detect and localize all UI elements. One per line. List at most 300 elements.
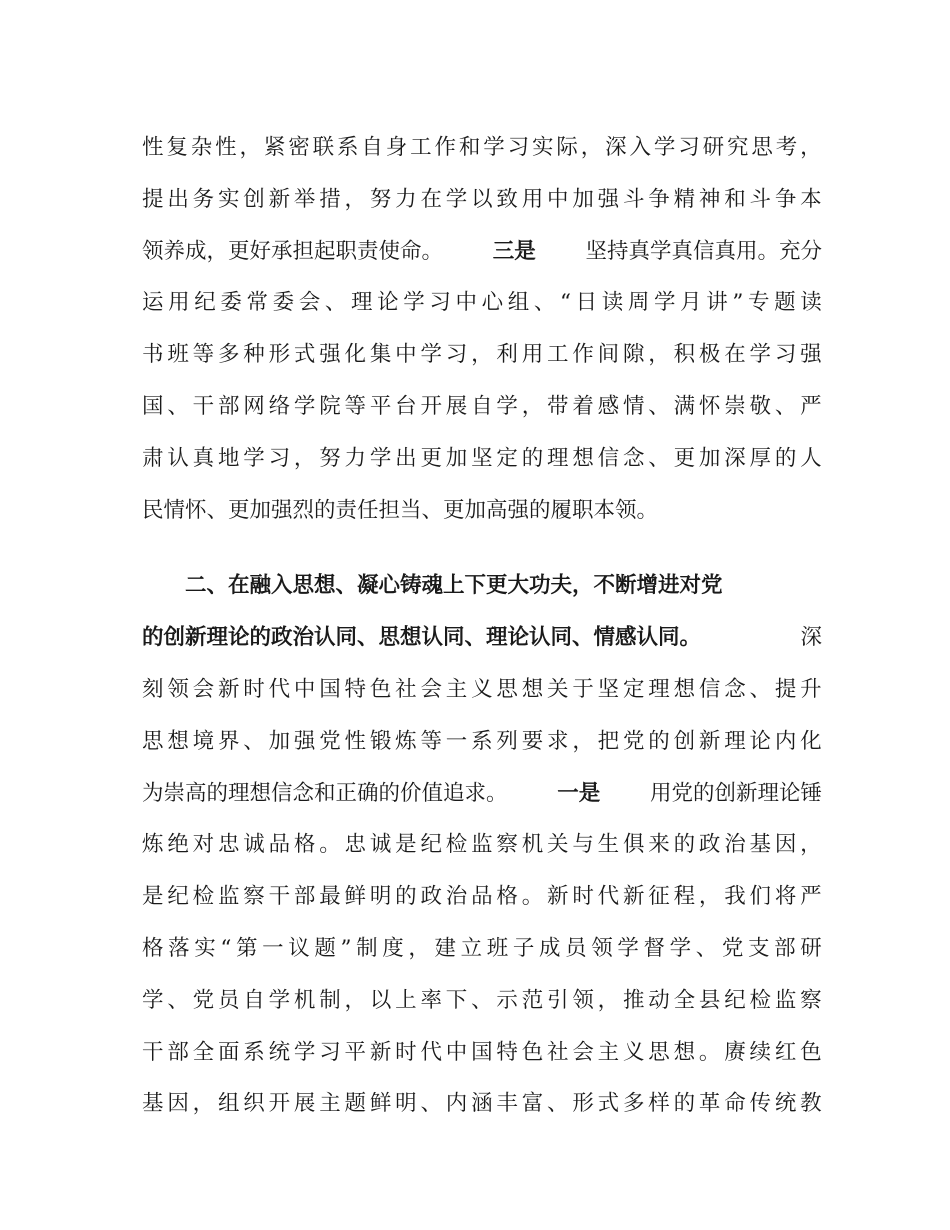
text-char: 干 [142, 1039, 164, 1065]
text-char: 讲 [706, 290, 728, 316]
text-char: 监 [774, 987, 797, 1013]
text-char: 成 [538, 935, 561, 961]
text-char: 加 [698, 445, 721, 471]
text-char: 理 [547, 445, 569, 471]
text-char: 度 [382, 935, 404, 961]
text-char: 怀 [698, 393, 721, 419]
text-line [142, 716, 822, 768]
text-char: 特 [344, 676, 367, 702]
text-char: 、 [774, 393, 797, 419]
text-char: 月 [680, 290, 702, 316]
text-char: 上 [395, 987, 417, 1013]
text-char: 学 [496, 393, 518, 419]
text-char: 加 [572, 186, 594, 212]
text-char: 、 [243, 728, 265, 754]
text-char: 思 [648, 1039, 670, 1065]
text-char: 中 [445, 1039, 468, 1065]
text-char: 征 [648, 884, 670, 910]
text-char: 色 [369, 676, 392, 702]
text-char: 论 [377, 290, 399, 316]
text-char: 班 [486, 935, 509, 961]
text-char: 的 [648, 728, 670, 754]
text-char: 学 [420, 342, 442, 368]
text-char: 平 [369, 393, 392, 419]
text-char: 的 [673, 1091, 696, 1117]
text-char: 信 [698, 676, 721, 702]
text-char: 炼 [395, 728, 417, 754]
text-char: 用 [521, 342, 544, 368]
text-char: 干 [268, 884, 291, 910]
text-char: 自 [361, 135, 383, 160]
text-char: 纪 [420, 832, 442, 858]
text-char: 们 [749, 884, 772, 910]
text-char: 代 [597, 884, 620, 910]
text-char: 习 [445, 342, 468, 368]
text-char: 督 [643, 935, 665, 961]
text-char: 明 [395, 1091, 417, 1117]
text-char: 格 [142, 935, 164, 961]
text-char: 全 [192, 1039, 215, 1065]
text-line [142, 329, 822, 381]
text-char: 新 [217, 676, 240, 702]
text-char: 机 [293, 987, 316, 1013]
text-char: 肃 [142, 445, 164, 471]
text-char: 学 [749, 342, 772, 368]
text-segment: 坚持真学真信真用。充分 [585, 238, 822, 264]
text-char: 题 [774, 290, 796, 316]
text-char: 读 [800, 290, 822, 316]
text-char: 力 [395, 186, 417, 212]
bold-marker: 三是 [492, 238, 536, 264]
text-char: 格 [496, 884, 518, 910]
text-char: 机 [521, 832, 544, 858]
text-char: 运 [142, 290, 164, 316]
text-char: 范 [521, 987, 544, 1013]
text-char: 新 [268, 186, 291, 212]
text-char: 。 [319, 832, 341, 858]
text-char: 台 [395, 393, 417, 419]
text-char: ， [239, 135, 262, 160]
section-heading: 的创新理论的政治认同、思想认同、理论认同、情感认同。 [142, 625, 702, 651]
text-char: 于 [572, 676, 594, 702]
text-char: 忠 [344, 832, 367, 858]
text-char: 会 [298, 290, 321, 316]
text-char: 刻 [142, 676, 164, 702]
text-char: 系 [243, 1039, 265, 1065]
text-char: 创 [243, 186, 265, 212]
text-char: 念 [724, 676, 746, 702]
text-char: 织 [243, 1091, 265, 1117]
text-char: 鲜 [369, 1091, 392, 1117]
text-char: ” [340, 935, 352, 961]
text-char: 利 [496, 342, 518, 368]
text-char: 本 [800, 186, 822, 212]
document-body [142, 122, 822, 1130]
text-char: “ [560, 290, 571, 316]
text-char: 炼 [142, 832, 164, 858]
text-char: 义 [622, 1039, 645, 1065]
text-char: 努 [369, 186, 392, 212]
text-char: 作 [572, 342, 594, 368]
section-heading: 二、在融入思想、凝心铸魂上下更大功夫，不断增进对党 [185, 573, 723, 599]
text-char: 常 [246, 290, 269, 316]
text-line [142, 664, 822, 716]
text-char: 关 [547, 676, 569, 702]
text-char: 委 [220, 290, 242, 316]
text-char: 极 [698, 342, 721, 368]
text-char: 境 [192, 728, 215, 754]
text-char: 提 [142, 186, 164, 212]
text-char: 一 [445, 728, 468, 754]
text-char: 关 [547, 832, 569, 858]
text-char: ， [408, 935, 430, 961]
text-char: 精 [673, 186, 696, 212]
text-char: 品 [471, 884, 493, 910]
text-char: 举 [293, 186, 316, 212]
text-line [142, 871, 822, 923]
text-char: 的 [774, 445, 797, 471]
text-char: 种 [243, 342, 265, 368]
text-line [142, 1078, 822, 1130]
text-char: 把 [597, 728, 620, 754]
text-char: 察 [800, 987, 822, 1013]
text-char: 委 [272, 290, 295, 316]
text-char: 化 [800, 728, 822, 754]
text-char: 续 [749, 1039, 772, 1065]
text-char: “ [220, 935, 232, 961]
text-char: 理 [351, 290, 373, 316]
text-char: ， [648, 342, 670, 368]
text-char: ， [572, 728, 594, 754]
text-char: 理 [724, 728, 746, 754]
text-segment: 民情怀、更加强烈的责任担当、更加高强的履职本领。 [142, 497, 659, 523]
text-char: 周 [627, 290, 650, 316]
text-char: 率 [420, 987, 442, 1013]
text-char: 性 [344, 728, 367, 754]
text-char: 鲜 [344, 884, 367, 910]
text-char: 学 [617, 935, 639, 961]
text-char: 络 [268, 393, 291, 419]
text-char: 复 [166, 135, 188, 160]
text-char: 集 [369, 342, 392, 368]
text-char: 监 [217, 884, 240, 910]
text-char: 定 [622, 676, 645, 702]
text-char: 敬 [749, 393, 772, 419]
text-char: ， [800, 832, 822, 858]
text-char: 学 [403, 290, 425, 316]
text-char: 化 [344, 342, 367, 368]
text-segment: 领养成，更好承担起职责使命。 [142, 238, 444, 264]
text-char: 措 [319, 186, 341, 212]
section-heading-line [142, 560, 822, 612]
text-char: 样 [648, 1091, 670, 1117]
text-char: 研 [702, 135, 725, 160]
text-char: 、 [167, 393, 189, 419]
text-char: 政 [698, 832, 721, 858]
text-char: 县 [698, 987, 721, 1013]
text-char: 组 [217, 1091, 240, 1117]
text-char: 班 [167, 342, 189, 368]
text-char: 绝 [167, 832, 189, 858]
text-char: 系 [337, 135, 359, 160]
text-char: 形 [268, 342, 291, 368]
text-char: 加 [268, 728, 291, 754]
text-char: 领 [591, 935, 613, 961]
indent [142, 560, 185, 612]
text-char: 富 [521, 1091, 544, 1117]
text-char: 论 [749, 728, 772, 754]
text-char: 等 [344, 393, 367, 419]
text-char: 会 [192, 676, 215, 702]
text-char: 学 [293, 393, 316, 419]
text-char: 思 [751, 135, 773, 160]
text-char: 制 [356, 935, 378, 961]
text-char: 议 [288, 935, 310, 961]
text-char: 丰 [496, 1091, 518, 1117]
text-char: 中 [293, 676, 316, 702]
text-char: 习 [507, 135, 530, 160]
text-char: 对 [192, 832, 215, 858]
text-char: 务 [192, 186, 215, 212]
text-char: 厚 [749, 445, 772, 471]
text-char: 、 [324, 290, 347, 316]
text-char: 斗 [749, 186, 772, 212]
text-char: 密 [288, 135, 310, 160]
text-char: 、 [167, 987, 189, 1013]
text-char: 和 [458, 135, 481, 160]
text-char: 主 [445, 676, 468, 702]
text-char: 、 [695, 935, 718, 961]
text-line [142, 122, 822, 174]
text-char: 学 [293, 1039, 316, 1065]
text-char: 要 [521, 728, 544, 754]
text-char: 院 [319, 393, 341, 419]
text-char: 专 [747, 290, 770, 316]
text-char: 会 [420, 676, 442, 702]
text-char: 强 [293, 728, 316, 754]
text-char: 学 [243, 445, 265, 471]
text-char: 统 [268, 1039, 291, 1065]
text-char: 争 [648, 186, 670, 212]
text-char: 、 [471, 987, 493, 1013]
text-char: 日 [575, 290, 598, 316]
text-char: 努 [319, 445, 341, 471]
text-char: 题 [344, 1091, 367, 1117]
text-char: 工 [547, 342, 569, 368]
text-char: 国 [319, 676, 341, 702]
text-char: 时 [395, 1039, 417, 1065]
text-char: 实 [217, 186, 240, 212]
text-char: 展 [445, 393, 468, 419]
text-char: 是 [142, 884, 164, 910]
text-char: 多 [622, 1091, 645, 1117]
text-char: 时 [572, 884, 594, 910]
text-char: 式 [293, 342, 316, 368]
text-char: 员 [217, 987, 240, 1013]
text-char: 坚 [597, 676, 620, 702]
text-char: 俱 [622, 832, 645, 858]
text-char: 地 [217, 445, 240, 471]
text-char: 性 [215, 135, 237, 160]
text-char: 纪 [724, 987, 746, 1013]
text-char: 带 [547, 393, 569, 419]
text-char: 入 [629, 135, 652, 160]
text-char: 生 [597, 832, 620, 858]
text-char: 代 [268, 676, 291, 702]
text-char: 传 [749, 1091, 772, 1117]
text-char: 强 [800, 342, 822, 368]
text-char: 想 [673, 1039, 696, 1065]
text-line [142, 1027, 822, 1079]
text-line [142, 174, 822, 226]
text-char: 支 [747, 935, 770, 961]
text-char: 是 [395, 832, 417, 858]
text-char: 我 [724, 884, 746, 910]
text-char: 新 [622, 884, 645, 910]
text-char: 品 [268, 832, 291, 858]
text-char: 第 [235, 935, 258, 961]
text-char: 时 [243, 676, 265, 702]
text-char: 内 [774, 728, 797, 754]
text-char: 以 [471, 186, 493, 212]
text-char: 党 [622, 728, 645, 754]
text-char: 诚 [369, 832, 392, 858]
text-char: 争 [774, 186, 797, 212]
text-char: 习 [429, 290, 451, 316]
text-char: 因 [774, 832, 797, 858]
text-char: 纪 [167, 884, 189, 910]
text-char: 界 [217, 728, 240, 754]
text-char: 等 [420, 728, 442, 754]
text-char: 监 [471, 832, 493, 858]
text-char: 和 [724, 186, 746, 212]
text-char: 斗 [622, 186, 645, 212]
text-char: 严 [800, 884, 822, 910]
text-char: 满 [673, 393, 696, 419]
text-char: 领 [572, 987, 594, 1013]
text-char: 多 [217, 342, 240, 368]
text-char: 习 [678, 135, 700, 160]
text-char: 检 [749, 987, 772, 1013]
text-char: ， [344, 186, 367, 212]
text-char: 考 [775, 135, 798, 160]
text-char: 想 [673, 676, 696, 702]
text-char: 思 [496, 676, 518, 702]
text-char: 的 [673, 832, 696, 858]
text-char: 命 [724, 1091, 746, 1117]
text-char: 立 [460, 935, 483, 961]
text-char: 读 [601, 290, 624, 316]
text-char: 题 [314, 935, 336, 961]
text-char: 平 [344, 1039, 367, 1065]
text-char: ， [521, 393, 544, 419]
text-char: 心 [481, 290, 504, 316]
text-char: 色 [800, 1039, 822, 1065]
text-char: 出 [167, 186, 189, 212]
text-char: 引 [547, 987, 569, 1013]
text-char: 领 [167, 676, 189, 702]
section-heading-line [142, 612, 822, 664]
text-char: 党 [721, 935, 744, 961]
text-line [142, 819, 822, 871]
text-char: 、 [648, 393, 670, 419]
text-char: 更 [420, 445, 442, 471]
text-char: 社 [395, 676, 417, 702]
text-char: 察 [496, 832, 518, 858]
text-char: ， [344, 987, 367, 1013]
text-char: 一 [262, 935, 284, 961]
text-char: 红 [774, 1039, 797, 1065]
text-char: 等 [192, 342, 215, 368]
text-char: 干 [192, 393, 215, 419]
text-char: 员 [565, 935, 587, 961]
text-line-with-marker [142, 768, 822, 820]
text-char: 学 [653, 290, 676, 316]
text-char: 以 [369, 987, 392, 1013]
text-char: ， [698, 884, 721, 910]
text-char: 展 [293, 1091, 316, 1117]
text-char: 。 [698, 1039, 721, 1065]
text-char: 政 [420, 884, 442, 910]
text-char: 实 [194, 935, 216, 961]
text-char: 作 [434, 135, 457, 160]
text-char: 制 [319, 987, 341, 1013]
text-char: 下 [445, 987, 468, 1013]
text-char: 实 [532, 135, 554, 160]
text-char: ” [732, 290, 744, 316]
text-char: 义 [471, 676, 493, 702]
text-char: 性 [142, 135, 164, 160]
text-char: ， [597, 987, 620, 1013]
text-char: 部 [293, 884, 316, 910]
text-char: 学 [445, 186, 468, 212]
text-segment: 深 [800, 625, 822, 651]
text-char: 推 [622, 987, 645, 1013]
text-char: 习 [319, 1039, 341, 1065]
text-line [142, 381, 822, 433]
text-segment: 为崇高的理想信念和正确的价值追求。 [142, 780, 508, 806]
text-char: 代 [420, 1039, 442, 1065]
text-char: 全 [673, 987, 696, 1013]
text-char: 党 [192, 987, 215, 1013]
text-char: 赓 [724, 1039, 746, 1065]
text-char: 部 [774, 935, 796, 961]
text-char: 的 [395, 884, 417, 910]
text-char: ， [293, 445, 316, 471]
text-char: 人 [800, 445, 822, 471]
text-char: 新 [698, 728, 721, 754]
text-char: 深 [724, 445, 746, 471]
text-char: 涵 [471, 1091, 493, 1117]
text-char: 明 [369, 884, 392, 910]
text-char: ， [580, 135, 603, 160]
text-char: 的 [521, 445, 544, 471]
text-char: 学 [483, 135, 505, 160]
text-char: 想 [572, 445, 594, 471]
text-char: 习 [774, 342, 797, 368]
text-char: 形 [572, 1091, 594, 1117]
text-char: 组 [507, 290, 530, 316]
text-char: 学 [669, 935, 692, 961]
text-char: 国 [142, 393, 164, 419]
text-char: 格 [293, 832, 316, 858]
text-char: 力 [344, 445, 367, 471]
text-char: 、 [749, 676, 772, 702]
text-char: 间 [597, 342, 620, 368]
text-char: 联 [312, 135, 335, 160]
text-char: 式 [597, 1091, 620, 1117]
text-char: 感 [597, 393, 620, 419]
